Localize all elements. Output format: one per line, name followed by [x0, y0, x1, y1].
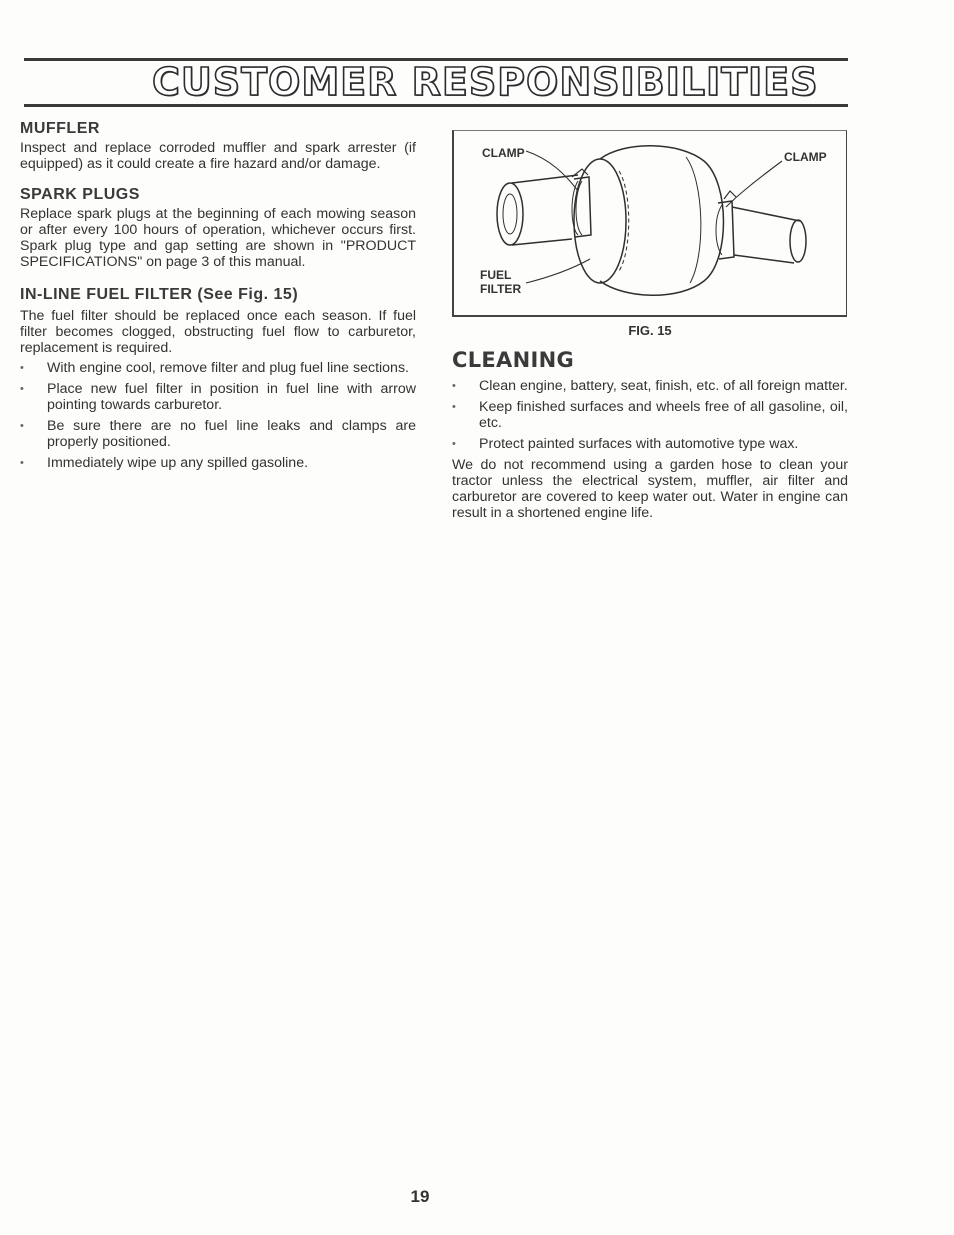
list-item: • Keep finished surfaces and wheels free of all gasoline, oil, etc. [452, 399, 848, 431]
fuel-line-right-end [790, 220, 806, 262]
muffler-text: Inspect and replace corroded muffler and spark arrester (if equipped) as it could create a fire hazard and/or damage. [20, 140, 416, 172]
fuel-label: FUEL [480, 268, 512, 282]
figure-caption: FIG. 15 [628, 323, 672, 338]
list-item: • With engine cool, remove filter and plug fuel line sections. [20, 360, 409, 376]
fuel-filter-bullets [20, 360, 416, 471]
muffler-heading: MUFFLER [20, 120, 100, 137]
page-number: 19 [410, 1187, 430, 1206]
fuel-filter-heading: IN-LINE FUEL FILTER (See Fig. 15) [20, 286, 299, 303]
fuel-filter-section [20, 286, 416, 471]
cleaning-text: We do not recommend using a garden hose to clean your tractor unless the electrical system, muffler, air filter and carburetor are covered to keep water out. Water in engine can result in a shortened engine life. [452, 457, 848, 521]
bullet-icon: • [452, 401, 456, 413]
bullet-icon: • [20, 420, 24, 432]
clamp-left [574, 177, 591, 237]
page-title: CUSTOMER RESPONSIBILITIES [152, 60, 819, 104]
list-item: • Place new fuel filter in position in fuel line with arrow pointing towards carburetor. [20, 381, 416, 413]
leader-line-clamp-left [526, 151, 578, 191]
cleaning-heading: CLEANING [452, 348, 574, 372]
figure-frame [452, 130, 847, 317]
list-item: • Immediately wipe up any spilled gasoline. [20, 455, 309, 471]
clamp-left-label: CLAMP [482, 146, 525, 160]
cleaning-bullets [452, 378, 848, 452]
bullet-icon: • [20, 362, 24, 374]
fuel-line-left-end [497, 183, 523, 245]
filter-end-face [574, 159, 626, 283]
title-rule-bottom [24, 104, 848, 107]
leader-line-clamp-right [726, 161, 782, 207]
bullet-icon: • [20, 457, 24, 469]
muffler-section [20, 120, 416, 172]
fuel-line-left-inner [503, 194, 517, 234]
spark-plugs-heading: SPARK PLUGS [20, 186, 140, 203]
list-item: • Clean engine, battery, seat, finish, etc. of all foreign matter. [452, 378, 848, 394]
spark-plugs-text: Replace spark plugs at the beginning of each mowing season or after every 100 hours of operation, whichever occurs first. Spark plug type and gap setting are shown in "PRODUCT SPECIFICATIONS" on page 3 of this manual. [20, 206, 416, 270]
list-item: • Be sure there are no fuel line leaks and clamps are properly positioned. [20, 418, 416, 450]
clamp-right-label: CLAMP [784, 150, 827, 164]
bullet-icon: • [20, 383, 24, 395]
bullet-icon: • [452, 380, 456, 392]
spark-plugs-section [20, 186, 416, 270]
bullet-icon: • [452, 438, 456, 450]
right-column [452, 130, 848, 521]
left-column [20, 120, 416, 476]
filter-body [600, 146, 724, 296]
fuel-line-left-tube [512, 175, 578, 245]
filter-label: FILTER [480, 282, 522, 296]
fuel-filter-figure [452, 130, 848, 338]
list-item: • Protect painted surfaces with automotive type wax. [452, 436, 799, 452]
fuel-filter-text: The fuel filter should be replaced once each season. If fuel filter becomes clogged, obstructing fuel flow to carburetor, replacement is required. [20, 308, 416, 356]
cleaning-section [452, 348, 848, 521]
